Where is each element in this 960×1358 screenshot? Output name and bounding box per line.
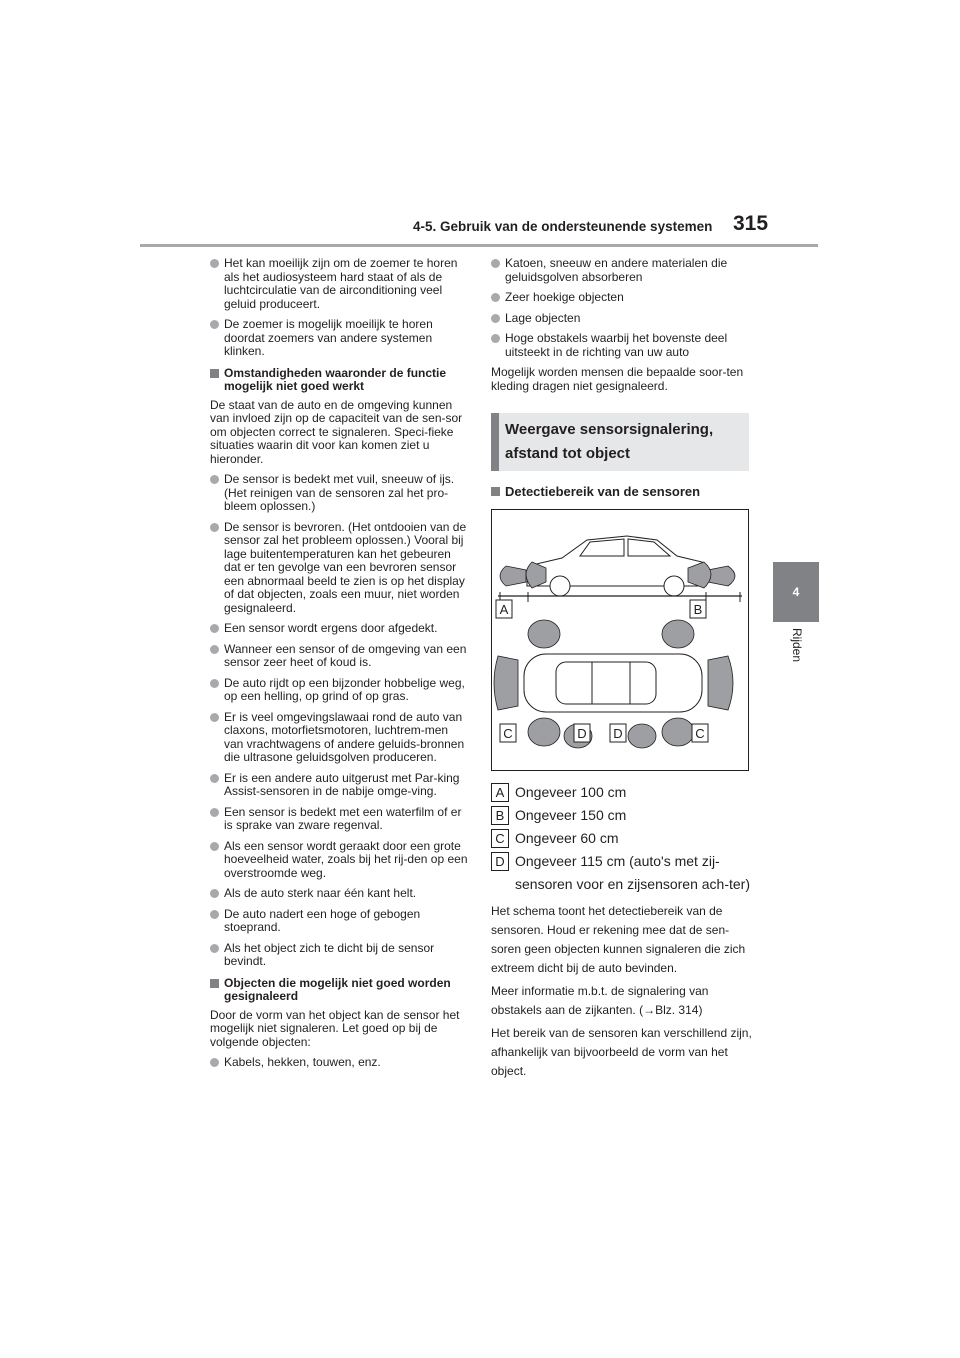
bullet-dot <box>210 713 219 722</box>
list-item: De sensor is bedekt met vuil, sneeuw of ijs. (Het reinigen van de sensoren zal het pro-bleem oplossen.) <box>210 473 468 514</box>
bullet-dot <box>491 314 500 323</box>
list-item: Als de auto sterk naar één kant helt. <box>210 887 468 901</box>
legend-row-c: C Ongeveer 60 cm <box>491 827 753 850</box>
chapter-label: Rijden <box>790 628 804 663</box>
list-item: Er is een andere auto uitgerust met Par-king Assist-sensoren in de nabije omge-ving. <box>210 772 468 799</box>
list-item: De sensor is bevroren. (Het ontdooien van de sensor zal het probleem oplossen.) Vooral bij lage buitentemperaturen kan het gebeuren dat er ten gevolge van een bevroren sensor een abnormaal beeld te zien is op het display of dat objecten, zoals een muur, niet worden gesignaleerd. <box>210 521 468 616</box>
section-title: Weergave sensorsignalering, afstand tot object <box>505 421 714 462</box>
bullet-dot <box>210 679 219 688</box>
label-d-right <box>610 724 626 742</box>
running-header: 4-5. Gebruik van de ondersteunende systemen <box>413 219 713 234</box>
svg-text:D: D <box>613 725 623 741</box>
paragraph-reference: Meer informatie m.b.t. de signalering van obstakels aan de zijkanten. (→Blz. 314) <box>491 983 709 1017</box>
list-item: Lage objecten <box>491 312 753 326</box>
list-item: De auto nadert een hoge of gebogen stoeprand. <box>210 908 468 935</box>
legend-key: D <box>491 852 509 871</box>
legend-row-d: D Ongeveer 115 cm (auto's met zij-sensoren voor en zijsensoren ach-ter) <box>491 850 753 896</box>
paragraph: Het bereik van de sensoren kan verschillend zijn, afhankelijk van bijvoorbeeld de vorm van het object. <box>491 1025 752 1078</box>
bullet-dot <box>210 320 219 329</box>
chapter-tab: 4 <box>773 562 819 622</box>
bullet-dot <box>210 624 219 633</box>
bullet-dot <box>210 889 219 898</box>
list-item: Het kan moeilijk zijn om de zoemer te horen als het audiosysteem hard staat of als de luchtcirculatie van de airconditioning veel geluid produceert. <box>210 257 468 311</box>
legend-key: A <box>491 783 509 802</box>
page-number: 315 <box>733 212 769 235</box>
list-item: Wanneer een sensor of de omgeving van een sensor zeer heet of koud is. <box>210 643 468 670</box>
label-b <box>690 600 706 618</box>
svg-text:C: C <box>695 725 705 741</box>
bullet-dot <box>210 910 219 919</box>
section-title-box <box>491 413 749 471</box>
legend-key: C <box>491 829 509 848</box>
legend-key: B <box>491 806 509 825</box>
car-top-view <box>524 654 702 712</box>
label-d-left <box>574 724 590 742</box>
right-column <box>491 257 753 1085</box>
paragraph: Door de vorm van het object kan de sensor het mogelijk niet signaleren. Let goed op bij de volgende objecten: <box>210 1007 460 1049</box>
list-item: Er is veel omgevingslawaai rond de auto van claxons, motorfietsmotoren, luchtrem-men van vrachtwagens of andere geluids-bronnen die ultrasone geluidsgolven produceren. <box>210 711 468 765</box>
bullet-dot <box>210 475 219 484</box>
square-bullet <box>491 487 500 496</box>
bullet-dot <box>210 944 219 953</box>
list-item: Een sensor is bedekt met een waterfilm of er is sprake van zware regenval. <box>210 806 468 833</box>
paragraph: Het schema toont het detectiebereik van de sensoren. Houd er rekening mee dat de sen-soren geen objecten kunnen signaleren die zich extreem dicht bij de auto bevinden. <box>491 903 746 975</box>
subheading-objects: Objecten die mogelijk niet goed worden gesignaleerd <box>210 977 468 1004</box>
header-rule <box>140 244 818 247</box>
subheading-conditions: Omstandigheden waaronder de functie mogelijk niet goed werkt <box>210 367 468 394</box>
detection-range-figure <box>491 509 749 771</box>
square-bullet <box>210 979 219 988</box>
list-item: Een sensor wordt ergens door afgedekt. <box>210 622 468 636</box>
label-c-right <box>692 724 708 742</box>
legend-row-b: B Ongeveer 150 cm <box>491 804 753 827</box>
bullet-dot <box>210 842 219 851</box>
bullet-dot <box>210 808 219 817</box>
list-item: Als een sensor wordt geraakt door een grote hoeveelheid water, zoals bij het rij-den op een overstroomde weg. <box>210 840 468 881</box>
list-item: De auto rijdt op een bijzonder hobbelige weg, op een helling, op grind of op gras. <box>210 677 468 704</box>
detection-range-diagram <box>492 510 748 770</box>
bullet-dot <box>491 334 500 343</box>
section-accent-bar <box>491 413 499 471</box>
list-item: Zeer hoekige objecten <box>491 291 753 305</box>
bullet-dot <box>210 774 219 783</box>
legend-row-a: A Ongeveer 100 cm <box>491 781 753 804</box>
list-item: Hoge obstakels waarbij het bovenste deel uitsteekt in de richting van uw auto <box>491 332 753 359</box>
svg-text:D: D <box>577 725 587 741</box>
list-item: De zoemer is mogelijk moeilijk te horen doordat zoemers van andere systemen klinken. <box>210 318 468 359</box>
label-a <box>496 600 512 618</box>
list-item: Kabels, hekken, touwen, enz. <box>210 1056 468 1070</box>
list-item: Katoen, sneeuw en andere materialen die geluidsgolven absorberen <box>491 257 753 284</box>
bullet-dot <box>210 1058 219 1067</box>
svg-text:C: C <box>503 725 513 741</box>
left-column <box>210 257 468 1077</box>
paragraph: Mogelijk worden mensen die bepaalde soor-ten kleding dragen niet gesignaleerd. <box>491 365 744 393</box>
bullet-dot <box>491 259 500 268</box>
bullet-dot <box>210 523 219 532</box>
bullet-dot <box>210 259 219 268</box>
figure-explanation <box>491 902 753 1081</box>
list-item: Als het object zich te dicht bij de sensor bevindt. <box>210 942 468 969</box>
square-bullet <box>210 369 219 378</box>
label-c-left <box>500 724 516 742</box>
bullet-dot <box>210 645 219 654</box>
paragraph: De staat van de auto en de omgeving kunnen van invloed zijn op de capaciteit van de sen-sor om objecten correct te signaleren. Speci-fieke situaties waarin dit voor kan komen ziet u hieronder. <box>210 397 463 466</box>
subheading-detection-range: Detectiebereik van de sensoren <box>491 485 753 499</box>
svg-text:A: A <box>499 601 509 617</box>
car-side-view <box>527 536 706 596</box>
svg-text:B: B <box>693 601 703 617</box>
bullet-dot <box>491 293 500 302</box>
